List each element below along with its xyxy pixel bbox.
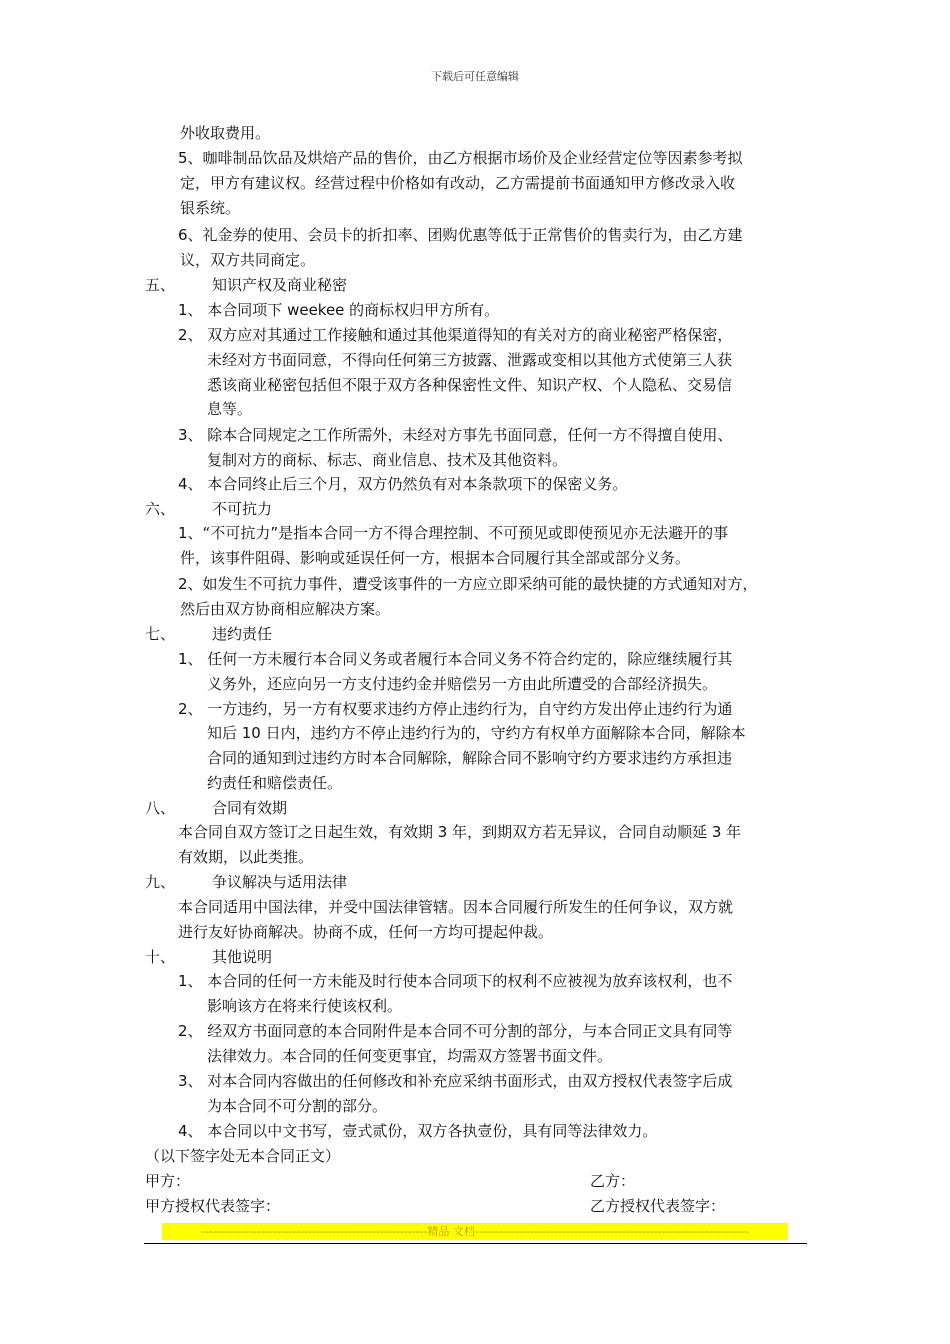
section-number: 七、 xyxy=(145,625,176,643)
text-line: 3、 除本合同规定之工作所需外，未经对方事先书面同意，任何一方不得擅自使用、 xyxy=(178,426,733,444)
text-line: 为本合同不可分割的部分。 xyxy=(207,1097,388,1115)
text-line: 1、“不可抗力”是指本合同一方不得合理控制、不可预见或即使预见亦无法避开的事 xyxy=(178,524,729,542)
text-line: 本合同适用中国法律，并受中国法律管辖。因本合同履行所发生的任何争议，双方就 xyxy=(178,898,734,916)
text-line: 息等。 xyxy=(207,400,253,418)
text-line: 乙方授权代表签字： xyxy=(590,1197,726,1215)
text-line: 有效期，以此类推。 xyxy=(178,848,314,866)
text-line: 外收取费用。 xyxy=(180,124,271,142)
text-line: 2、如发生不可抗力事件，遭受该事件的一方应立即采纳可能的最快捷的方式通知对方， xyxy=(178,575,758,593)
text-line: 2、 经双方书面同意的本合同附件是本合同不可分割的部分，与本合同正文具有同等 xyxy=(178,1022,733,1040)
text-line: （以下签字处无本合同正文） xyxy=(145,1147,341,1165)
section-title: 合同有效期 xyxy=(212,799,288,817)
text-line: 银系统。 xyxy=(180,199,241,217)
text-line: 1、 任何一方未履行本合同义务或者履行本合同义务不符合约定的，除应继续履行其 xyxy=(178,650,733,668)
section-title: 违约责任 xyxy=(212,625,273,643)
page-header: 下载后可任意编辑 xyxy=(431,70,519,83)
text-line: 乙方： xyxy=(590,1172,636,1190)
section-number: 十、 xyxy=(145,948,176,966)
text-line: 6、礼金券的使用、会员卡的折扣率、团购优惠等低于正常售价的售卖行为，由乙方建 xyxy=(178,226,743,244)
section-number: 六、 xyxy=(145,500,176,518)
section-title: 争议解决与适用法律 xyxy=(212,873,348,891)
section-title: 其他说明 xyxy=(212,948,273,966)
text-line: 1、 本合同的任何一方未能及时行使本合同项下的权利不应被视为放弃该权利，也不 xyxy=(178,972,733,990)
section-number: 九、 xyxy=(145,873,176,891)
text-line: 4、 本合同以中文书写，壹式贰份，双方各执壹份，具有同等法律效力。 xyxy=(178,1122,658,1140)
text-line: 义务外，还应向另一方支付违约金并赔偿另一方由此所遭受的合部经济损失。 xyxy=(207,675,718,693)
section-title: 知识产权及商业秘密 xyxy=(212,276,348,294)
text-line: 未经对方书面同意，不得向任何第三方披露、泄露或变相以其他方式使第三人获 xyxy=(207,351,733,369)
text-line: 2、 双方应对其通过工作接触和通过其他渠道得知的有关对方的商业秘密严格保密， xyxy=(178,326,733,344)
section-number: 八、 xyxy=(145,799,176,817)
text-line: 定，甲方有建议权。经营过程中价格如有改动，乙方需提前书面通知甲方修改录入收 xyxy=(180,174,736,192)
text-line: 3、 对本合同内容做出的任何修改和补充应采纳书面形式，由双方授权代表签字后成 xyxy=(178,1072,733,1090)
text-line: 悉该商业秘密包括但不限于双方各种保密性文件、知识产权、个人隐私、交易信 xyxy=(207,376,733,394)
text-line: 4、 本合同终止后三个月，双方仍然负有对本条款项下的保密义务。 xyxy=(178,475,628,493)
text-line: 2、 一方违约，另一方有权要求违约方停止违约行为，自守约方发出停止违约行为通 xyxy=(178,700,733,718)
section-title: 不可抗力 xyxy=(212,500,273,518)
text-line: 约责任和赔偿责任。 xyxy=(207,774,343,792)
text-line: 1、 本合同项下 weekee 的商标权归甲方所有。 xyxy=(178,301,500,319)
text-line: 然后由双方协商相应解决方案。 xyxy=(180,600,391,618)
text-line: 进行友好协商解决。协商不成，任何一方均可提起仲裁。 xyxy=(178,923,554,941)
text-line: 法律效力。本合同的任何变更事宜，均需双方签署书面文件。 xyxy=(207,1047,613,1065)
text-line: 件，该事件阻碍、影响或延误任何一方，根据本合同履行其全部或部分义务。 xyxy=(180,549,691,567)
footer-banner: ---------------------------------------------------------精品 文档--------------------------------------------------------------------- xyxy=(162,1223,788,1240)
text-line: 甲方： xyxy=(145,1172,191,1190)
section-number: 五、 xyxy=(145,276,176,294)
text-line: 复制对方的商标、标志、商业信息、技术及其他资料。 xyxy=(207,451,568,469)
text-line: 甲方授权代表签字： xyxy=(145,1197,281,1215)
text-line: 影响该方在将来行使该权利。 xyxy=(207,997,403,1015)
text-line: 议，双方共同商定。 xyxy=(180,251,316,269)
footer-rule xyxy=(144,1243,807,1244)
text-line: 合同的通知到过违约方时本合同解除，解除合同不影响守约方要求违约方承担违 xyxy=(207,749,733,767)
text-line: 知后 10 日内，违约方不停止违约行为的，守约方有权单方面解除本合同，解除本 xyxy=(207,724,746,742)
text-line: 5、咖啡制品饮品及烘焙产品的售价，由乙方根据市场价及企业经营定位等因素参考拟 xyxy=(178,149,743,167)
text-line: 本合同自双方签订之日起生效，有效期 3 年，到期双方若无异议，合同自动顺延 3 年 xyxy=(178,823,742,841)
